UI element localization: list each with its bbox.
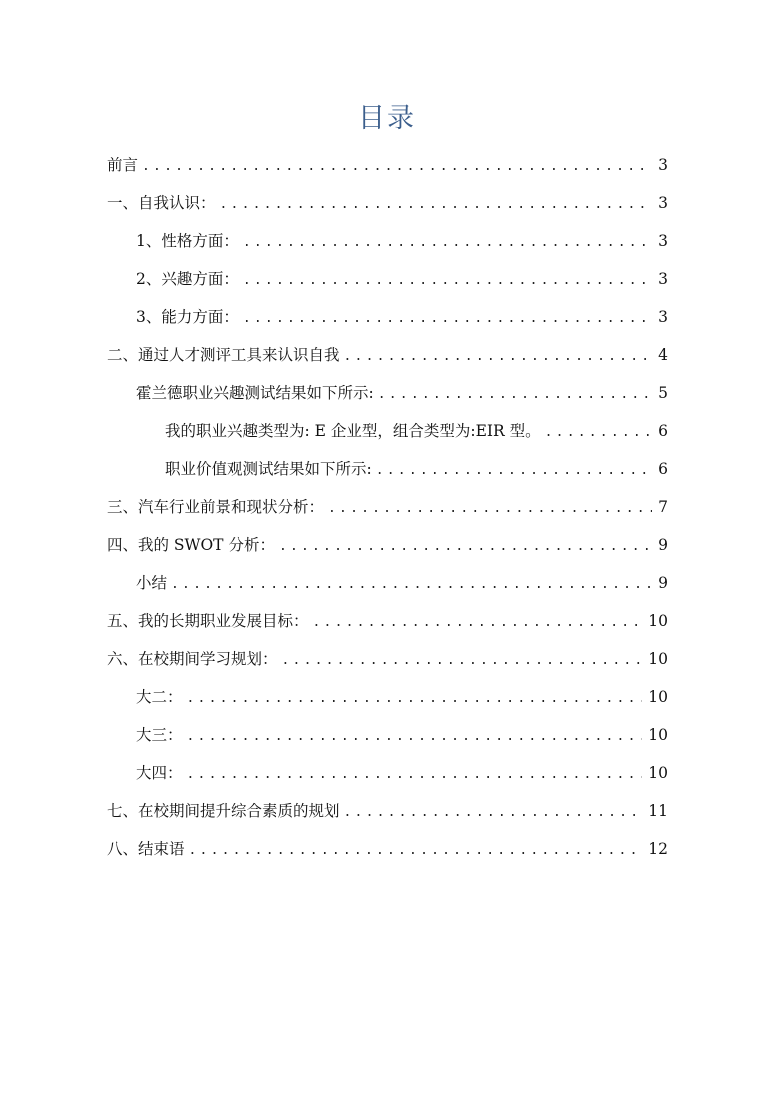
toc-entry-page: 5 <box>658 384 668 402</box>
dot-leader <box>344 338 653 376</box>
toc-entry-page: 6 <box>658 422 668 440</box>
table-of-contents <box>107 146 668 868</box>
toc-entry-page: 10 <box>648 726 668 744</box>
toc-entry[interactable] <box>107 146 668 184</box>
toc-entry-page: 7 <box>658 498 668 516</box>
toc-entry[interactable] <box>107 526 668 564</box>
toc-entry-label: 我的职业兴趣类型为: E 企业型，组合类型为:EIR 型。 <box>165 422 541 440</box>
toc-entry-label: 职业价值观测试结果如下所示: <box>165 460 372 478</box>
toc-entry-page: 10 <box>648 612 668 630</box>
dot-leader <box>243 224 652 262</box>
toc-entry[interactable] <box>107 488 668 526</box>
toc-title: 目录 <box>358 103 416 134</box>
toc-entry-page: 3 <box>658 232 668 250</box>
dot-leader <box>171 566 652 604</box>
toc-entry[interactable] <box>107 830 668 868</box>
toc-entry-label: 1、性格方面： <box>136 232 239 250</box>
toc-entry-label: 小结 <box>136 574 168 592</box>
toc-entry[interactable] <box>107 640 668 678</box>
toc-entry-page: 9 <box>658 574 668 592</box>
toc-entry[interactable] <box>107 412 668 450</box>
toc-entry-label: 八、结束语 <box>107 840 185 858</box>
toc-entry-page: 12 <box>648 840 668 858</box>
toc-entry-page: 10 <box>648 650 668 668</box>
toc-entry[interactable] <box>107 184 668 222</box>
toc-entry-label: 霍兰德职业兴趣测试结果如下所示: <box>136 384 374 402</box>
dot-leader <box>328 490 652 528</box>
toc-entry[interactable] <box>107 754 668 792</box>
toc-entry[interactable] <box>107 336 668 374</box>
toc-entry[interactable] <box>107 564 668 602</box>
toc-entry-page: 9 <box>658 536 668 554</box>
dot-leader <box>189 832 643 870</box>
toc-entry-label: 三、汽车行业前景和现状分析： <box>107 498 325 516</box>
toc-entry[interactable] <box>107 602 668 640</box>
toc-entry[interactable] <box>107 374 668 412</box>
toc-entry-page: 10 <box>648 764 668 782</box>
dot-leader <box>282 642 643 680</box>
toc-entry-label: 四、我的 SWOT 分析： <box>107 536 275 554</box>
dot-leader <box>220 186 653 224</box>
toc-entry[interactable] <box>107 260 668 298</box>
toc-entry-label: 七、在校期间提升综合素质的规划 <box>107 802 340 820</box>
dot-leader <box>142 148 652 186</box>
toc-entry-label: 一、自我认识： <box>107 194 216 212</box>
toc-entry-page: 10 <box>648 688 668 706</box>
dot-leader <box>187 756 643 794</box>
toc-entry-label: 2、兴趣方面： <box>136 270 239 288</box>
toc-entry-page: 6 <box>658 460 668 478</box>
toc-entry-label: 六、在校期间学习规划： <box>107 650 278 668</box>
dot-leader <box>378 376 652 414</box>
toc-entry-label: 3、能力方面： <box>136 308 239 326</box>
toc-entry[interactable] <box>107 450 668 488</box>
toc-entry-label: 大三： <box>136 726 183 744</box>
dot-leader <box>313 604 643 642</box>
toc-entry-page: 3 <box>658 194 668 212</box>
dot-leader <box>376 452 652 490</box>
dot-leader <box>279 528 652 566</box>
toc-entry[interactable] <box>107 716 668 754</box>
toc-entry-page: 3 <box>658 308 668 326</box>
toc-entry[interactable] <box>107 298 668 336</box>
dot-leader <box>187 718 643 756</box>
toc-entry[interactable] <box>107 792 668 830</box>
toc-entry-page: 11 <box>648 802 668 820</box>
dot-leader <box>243 262 652 300</box>
toc-entry-label: 大四： <box>136 764 183 782</box>
toc-entry-label: 大二： <box>136 688 183 706</box>
dot-leader <box>187 680 643 718</box>
dot-leader <box>243 300 652 338</box>
toc-entry-label: 前言 <box>107 156 139 174</box>
toc-entry[interactable] <box>107 222 668 260</box>
toc-entry-page: 3 <box>658 156 668 174</box>
dot-leader <box>344 794 643 832</box>
toc-entry-page: 3 <box>658 270 668 288</box>
toc-entry-label: 五、我的长期职业发展目标： <box>107 612 309 630</box>
toc-entry-page: 4 <box>658 346 668 364</box>
toc-entry[interactable] <box>107 678 668 716</box>
dot-leader <box>545 414 652 452</box>
toc-entry-label: 二、通过人才测评工具来认识自我 <box>107 346 340 364</box>
